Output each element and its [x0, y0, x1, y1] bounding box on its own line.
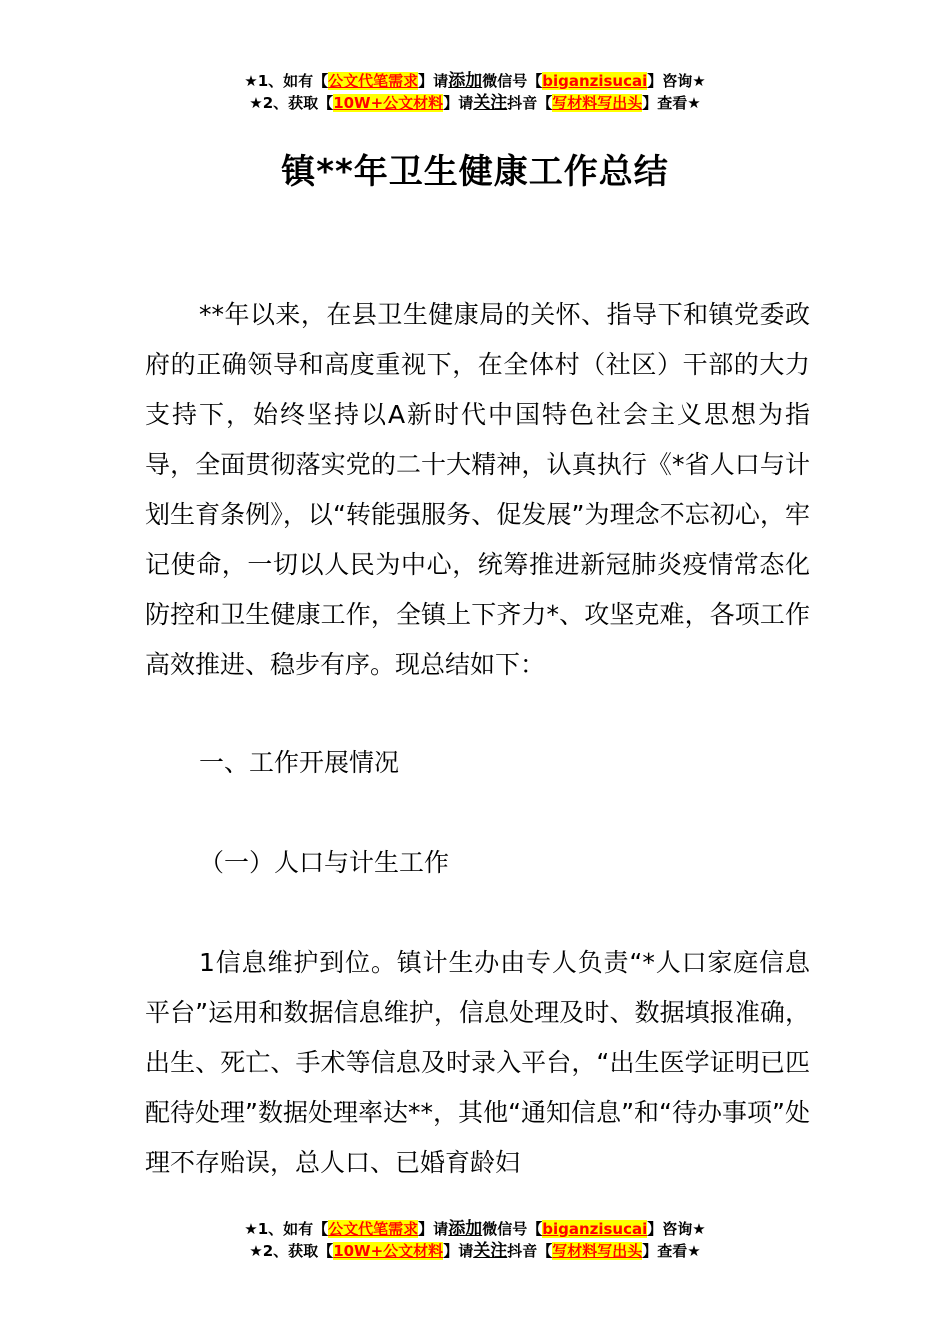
banner-emphasis: 关注	[473, 93, 508, 113]
banner-text: 】请	[418, 1220, 449, 1238]
subsection-heading: （一）人口与计生工作	[199, 848, 450, 877]
banner-highlight: 写材料写出头	[552, 94, 643, 112]
banner-text: 】查看★	[642, 94, 701, 112]
banner-text: ★2、获取【	[249, 94, 334, 112]
banner-emphasis: 添加	[448, 71, 483, 91]
banner-highlight: 公文代笔需求	[328, 72, 419, 90]
banner-highlight: 10W+公文材料	[333, 94, 444, 112]
header-banner	[0, 70, 950, 114]
banner-highlight: biganzisucai	[542, 72, 648, 90]
banner-highlight: 公文代笔需求	[328, 1220, 419, 1238]
banner-line-1	[0, 1218, 950, 1240]
banner-text: 微信号【	[482, 72, 543, 90]
banner-text: ★2、获取【	[249, 1242, 334, 1260]
banner-text: ★1、如有【	[244, 72, 329, 90]
body-paragraph: 1信息维护到位。镇计生办由专人负责“*人口家庭信息平台”运用和数据信息维护，信息处理及时、数据填报准确，出生、死亡、手术等信息及时录入平台，“出生医学证明已匹配待处理”数据处理率达**，其他“通知信息”和“待办事项”处理不存贻误，总人口、已婚育龄妇	[145, 948, 810, 1177]
banner-line-2	[0, 92, 950, 114]
footer-banner	[0, 1218, 950, 1262]
banner-text: 】请	[443, 1242, 474, 1260]
banner-highlight: 10W+公文材料	[333, 1242, 444, 1260]
banner-emphasis: 添加	[448, 1219, 483, 1239]
banner-highlight: biganzisucai	[542, 1220, 648, 1238]
banner-text: 抖音【	[507, 1242, 553, 1260]
banner-emphasis: 关注	[473, 1241, 508, 1261]
banner-text: 】咨询★	[647, 1220, 706, 1238]
banner-text: ★1、如有【	[244, 1220, 329, 1238]
banner-highlight: 写材料写出头	[552, 1242, 643, 1260]
banner-text: 微信号【	[482, 1220, 543, 1238]
intro-paragraph: **年以来，在县卫生健康局的关怀、指导下和镇党委政府的正确领导和高度重视下，在全体村（社区）干部的大力支持下，始终坚持以A新时代中国特色社会主义思想为指导，全面贯彻落实党的二十大精神，认真执行《*省人口与计划生育条例》，以“转能强服务、促发展”为理念不忘初心，牢记使命，一切以人民为中心，统筹推进新冠肺炎疫情常态化防控和卫生健康工作，全镇上下齐力*、攻坚克难，各项工作高效推进、稳步有序。现总结如下：	[145, 300, 810, 679]
section-heading: 一、工作开展情况	[199, 748, 400, 777]
banner-text: 】咨询★	[647, 72, 706, 90]
banner-text: 】请	[443, 94, 474, 112]
banner-text: 】请	[418, 72, 449, 90]
document-title: 镇**年卫生健康工作总结	[281, 152, 669, 192]
banner-text: 】查看★	[642, 1242, 701, 1260]
banner-line-2	[0, 1240, 950, 1262]
banner-line-1	[0, 70, 950, 92]
banner-text: 抖音【	[507, 94, 553, 112]
